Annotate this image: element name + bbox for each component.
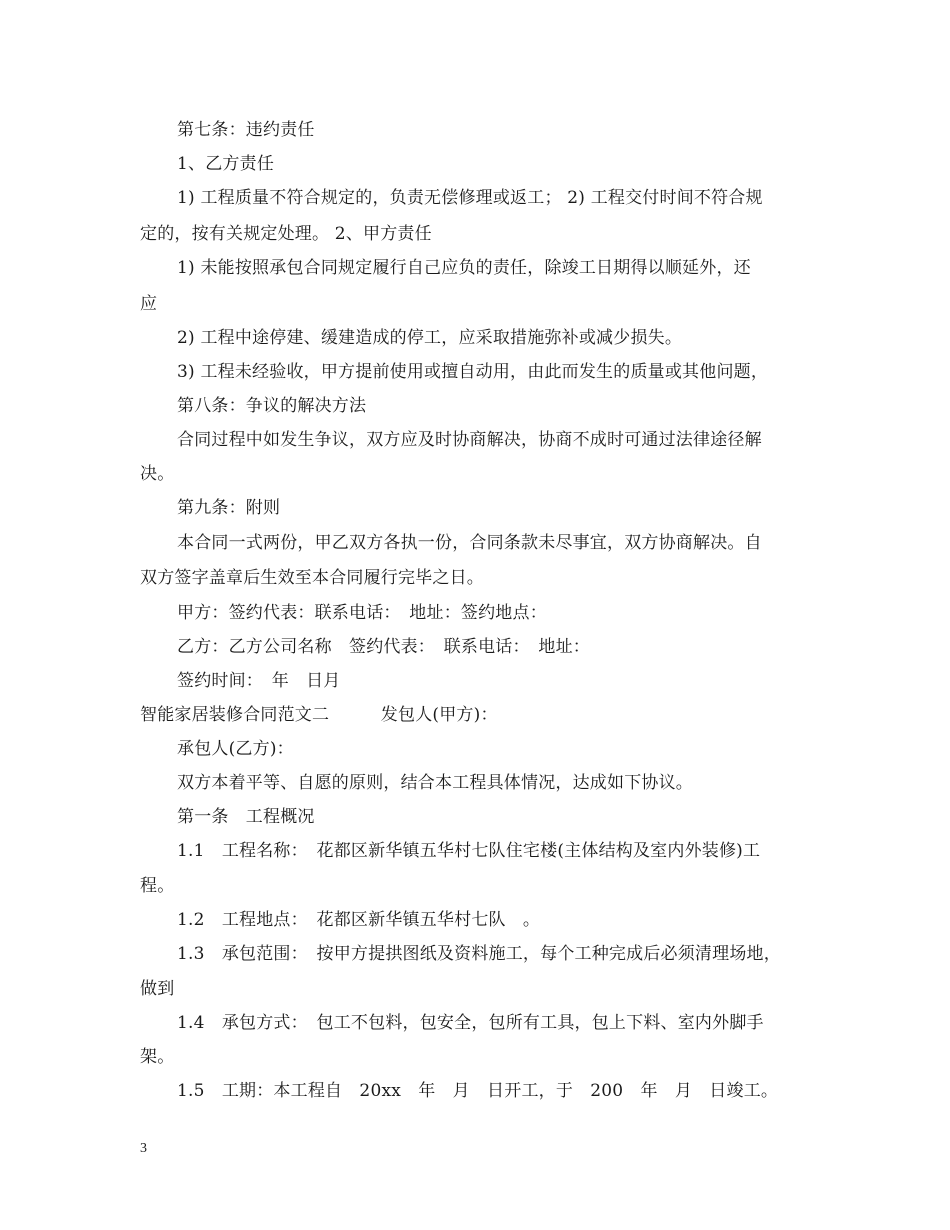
project-location-line: 1.2 工程地点： 花都区新华镇五华村七队 。 bbox=[177, 910, 541, 930]
page-number: 3 bbox=[140, 1141, 147, 1156]
construction-period-line: 1.5 工期：本工程自 20xx 年 月 日开工，于 200 年 月 日竣工。 bbox=[177, 1081, 779, 1101]
article-7-heading: 第七条：违约责任 bbox=[177, 120, 315, 140]
paragraph-line: 应 bbox=[140, 294, 158, 314]
paragraph-line: 本合同一式两份，甲乙双方各执一份，合同条款未尽事宜，双方协商解决。自 bbox=[177, 533, 762, 553]
signing-date-line: 签约时间： 年 日月 bbox=[177, 671, 341, 691]
paragraph-line: 决。 bbox=[140, 464, 175, 484]
article-1-heading: 第一条 工程概况 bbox=[177, 807, 315, 827]
paragraph-line: 1) 工程质量不符合规定的，负责无偿修理或返工； 2) 工程交付时间不符合规 bbox=[177, 188, 763, 208]
paragraph-line: 合同过程中如发生争议，双方应及时协商解决，协商不成时可通过法律途径解 bbox=[177, 430, 762, 450]
article-8-heading: 第八条：争议的解决方法 bbox=[177, 396, 367, 416]
paragraph-line: 做到 bbox=[140, 979, 175, 999]
agreement-intro: 双方本着平等、自愿的原则，结合本工程具体情况，达成如下协议。 bbox=[177, 773, 693, 793]
paragraph-line: 双方签字盖章后生效至本合同履行完毕之日。 bbox=[140, 568, 484, 588]
article-9-heading: 第九条：附则 bbox=[177, 498, 281, 518]
paragraph-line: 2) 工程中途停建、缓建造成的停工，应采取措施弥补或减少损失。 bbox=[177, 328, 683, 348]
party-b-liability-heading: 1、乙方责任 bbox=[177, 154, 275, 174]
second-contract-title: 智能家居装修合同范文二 发包人(甲方)： bbox=[140, 705, 498, 725]
paragraph-line: 定的，按有关规定处理。 2、甲方责任 bbox=[140, 224, 432, 244]
paragraph-line: 1) 未能按照承包合同规定履行自己应负的责任，除竣工日期得以顺延外，还 bbox=[177, 258, 751, 278]
contractor-line: 承包人(乙方)： bbox=[177, 739, 294, 759]
paragraph-line: 程。 bbox=[140, 876, 175, 896]
paragraph-line: 3) 工程未经验收，甲方提前使用或擅自动用，由此而发生的质量或其他问题， bbox=[177, 362, 769, 382]
project-name-line: 1.1 工程名称： 花都区新华镇五华村七队住宅楼(主体结构及室内外装修)工 bbox=[177, 841, 761, 861]
party-a-signature-line: 甲方：签约代表：联系电话： 地址：签约地点： bbox=[177, 603, 547, 623]
contract-method-line: 1.4 承包方式： 包工不包料，包安全，包所有工具，包上下料、室内外脚手 bbox=[177, 1013, 764, 1033]
party-b-signature-line: 乙方：乙方公司名称 签约代表： 联系电话： 地址： bbox=[177, 637, 590, 657]
paragraph-line: 架。 bbox=[140, 1047, 175, 1067]
contract-scope-line: 1.3 承包范围： 按甲方提拱图纸及资料施工，每个工种完成后必须清理场地， bbox=[177, 944, 781, 964]
